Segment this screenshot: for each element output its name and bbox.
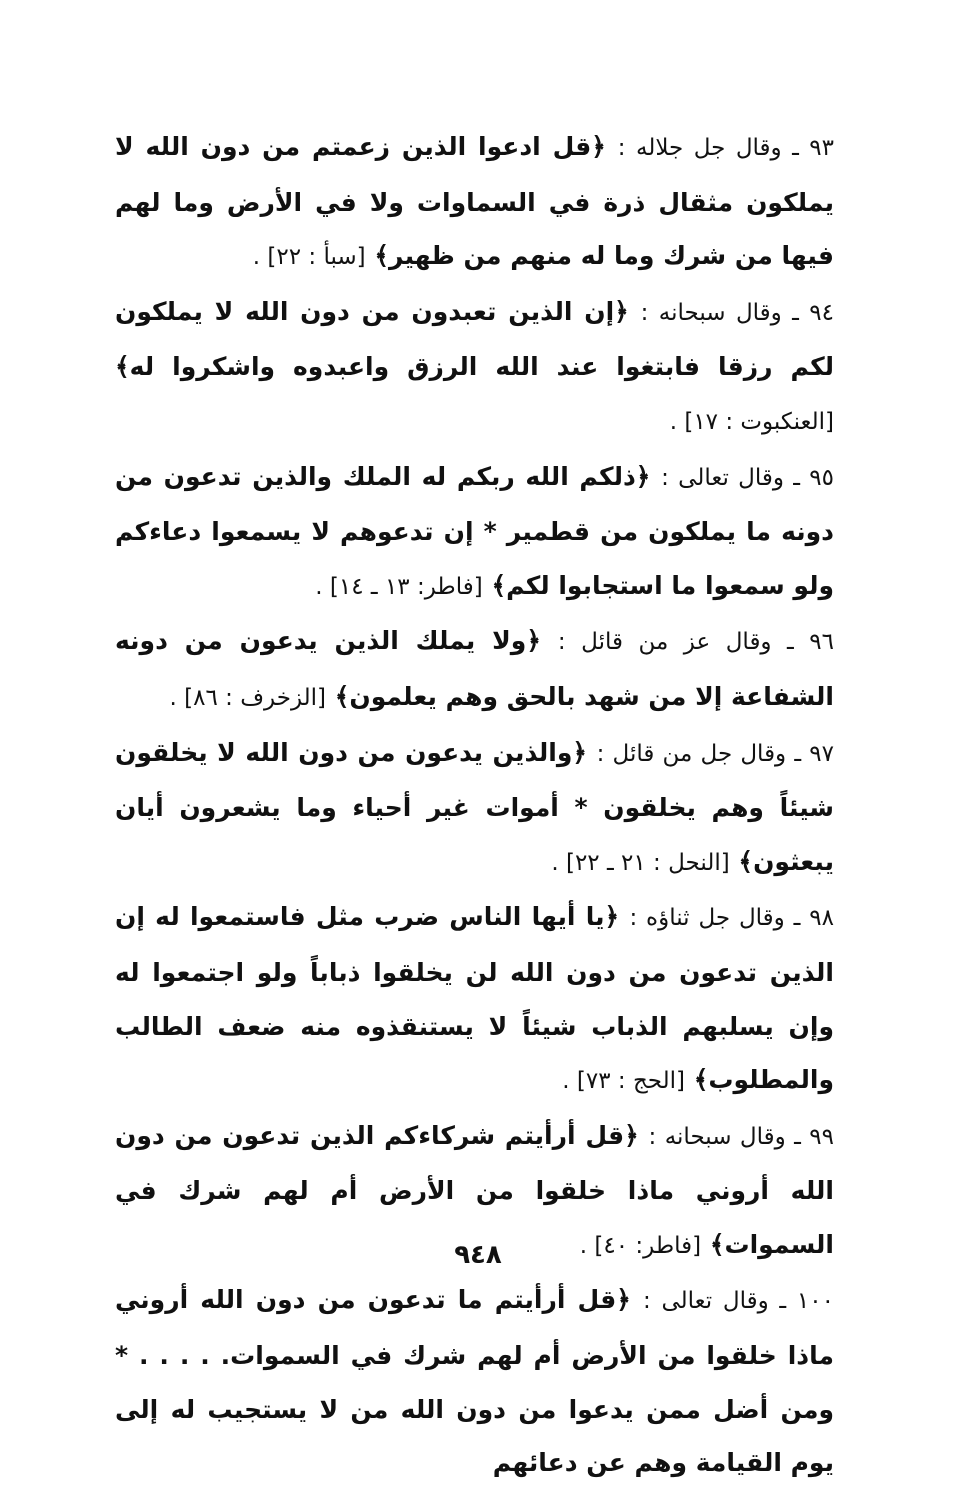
entry-100 bbox=[115, 1273, 834, 1491]
entry-intro: ٩٣ ـ وقال جل جلاله : bbox=[617, 135, 835, 161]
entry-95 bbox=[115, 450, 834, 615]
entry-intro: ٩٤ ـ وقال سبحانه : bbox=[640, 299, 834, 326]
entry-intro: ٩٦ ـ وقال عز من قائل : bbox=[557, 629, 834, 656]
entry-verse: ﴿قل أرأيتم ما تدعون من دون الله أروني ماذا خلقوا من الأرض أم لهم شرك في السموات. . . . . * ومن أضل ممن يدعوا من دون الله من لا يستجيب له إلى يوم القيامة وهم عن دعائهم bbox=[115, 1285, 834, 1478]
entry-96 bbox=[115, 614, 834, 725]
entry-verse: ﴿ذلكم الله ربكم له الملك والذين تدعون من دونه ما يملكون من قطمير * إن تدعوهم لا يسمعوا دعاءكم ولو سمعوا ما استجابوا لكم﴾ bbox=[115, 461, 834, 600]
entry-verse: ﴿إن الذين تعبدون من دون الله لا يملكون لكم رزقا فابتغوا عند الله الرزق واعبدوه واشكروا له﴾ bbox=[115, 296, 834, 382]
entry-reference: [الحج : ٧٣] . bbox=[562, 1068, 686, 1095]
entry-verse: ﴿ولا يملك الذين يدعون من دونه الشفاعة إلا من شهد بالحق وهم يعلمون﴾ bbox=[115, 626, 834, 711]
entry-reference: [النحل : ٢١ ـ ٢٢] . bbox=[551, 849, 730, 876]
entry-intro: ١٠٠ ـ وقال تعالى : bbox=[643, 1288, 834, 1315]
entry-reference: [العنكبوت : ١٧] . bbox=[669, 408, 834, 435]
entry-reference: [فاطر: ١٣ ـ ١٤] . bbox=[315, 573, 483, 600]
page-number: ٩٤٨ bbox=[454, 1240, 502, 1270]
entry-verse: ﴿قل أرأيتم شركاءكم الذين تدعون من دون الله أروني ماذا خلقوا من الأرض أم لهم شرك في السموات﴾ bbox=[115, 1120, 834, 1259]
entry-98 bbox=[115, 890, 834, 1108]
entry-verse: ﴿قل ادعوا الذين زعمتم من دون الله لا يملكون مثقال ذرة في السماوات ولا في الأرض وما لهم فيها من شرك وما له منهم من ظهير﴾ bbox=[115, 132, 834, 271]
entry-reference: [فاطر: ٤٠] . bbox=[579, 1232, 702, 1259]
page-body bbox=[115, 120, 834, 1492]
entry-94 bbox=[115, 285, 834, 450]
entry-reference: [الزخرف : ٨٦] . bbox=[169, 684, 327, 711]
entry-97 bbox=[115, 726, 834, 891]
entry-verse: ﴿والذين يدعون من دون الله لا يخلقون شيئاً وهم يخلقون * أموات غير أحياء وما يشعرون أيان يبعثون﴾ bbox=[115, 737, 834, 876]
entry-intro: ٩٨ ـ وقال جل ثناؤه : bbox=[629, 905, 834, 932]
entry-intro: ٩٧ ـ وقال جل من قائل : bbox=[596, 740, 834, 767]
entry-verse: ﴿يا أيها الناس ضرب مثل فاستمعوا له إن الذين تدعون من دون الله لن يخلقوا ذباباً ولو اجتمعوا له وإن يسلبهم الذباب شيئاً لا يستنقذوه منه ضعف الطالب والمطلوب﴾ bbox=[115, 902, 834, 1095]
entry-intro: ٩٥ ـ وقال تعالى : bbox=[661, 464, 834, 491]
entry-93 bbox=[115, 120, 834, 285]
entry-reference: [سبأ : ٢٢] . bbox=[252, 244, 366, 271]
entry-intro: ٩٩ ـ وقال سبحانه : bbox=[648, 1123, 834, 1150]
